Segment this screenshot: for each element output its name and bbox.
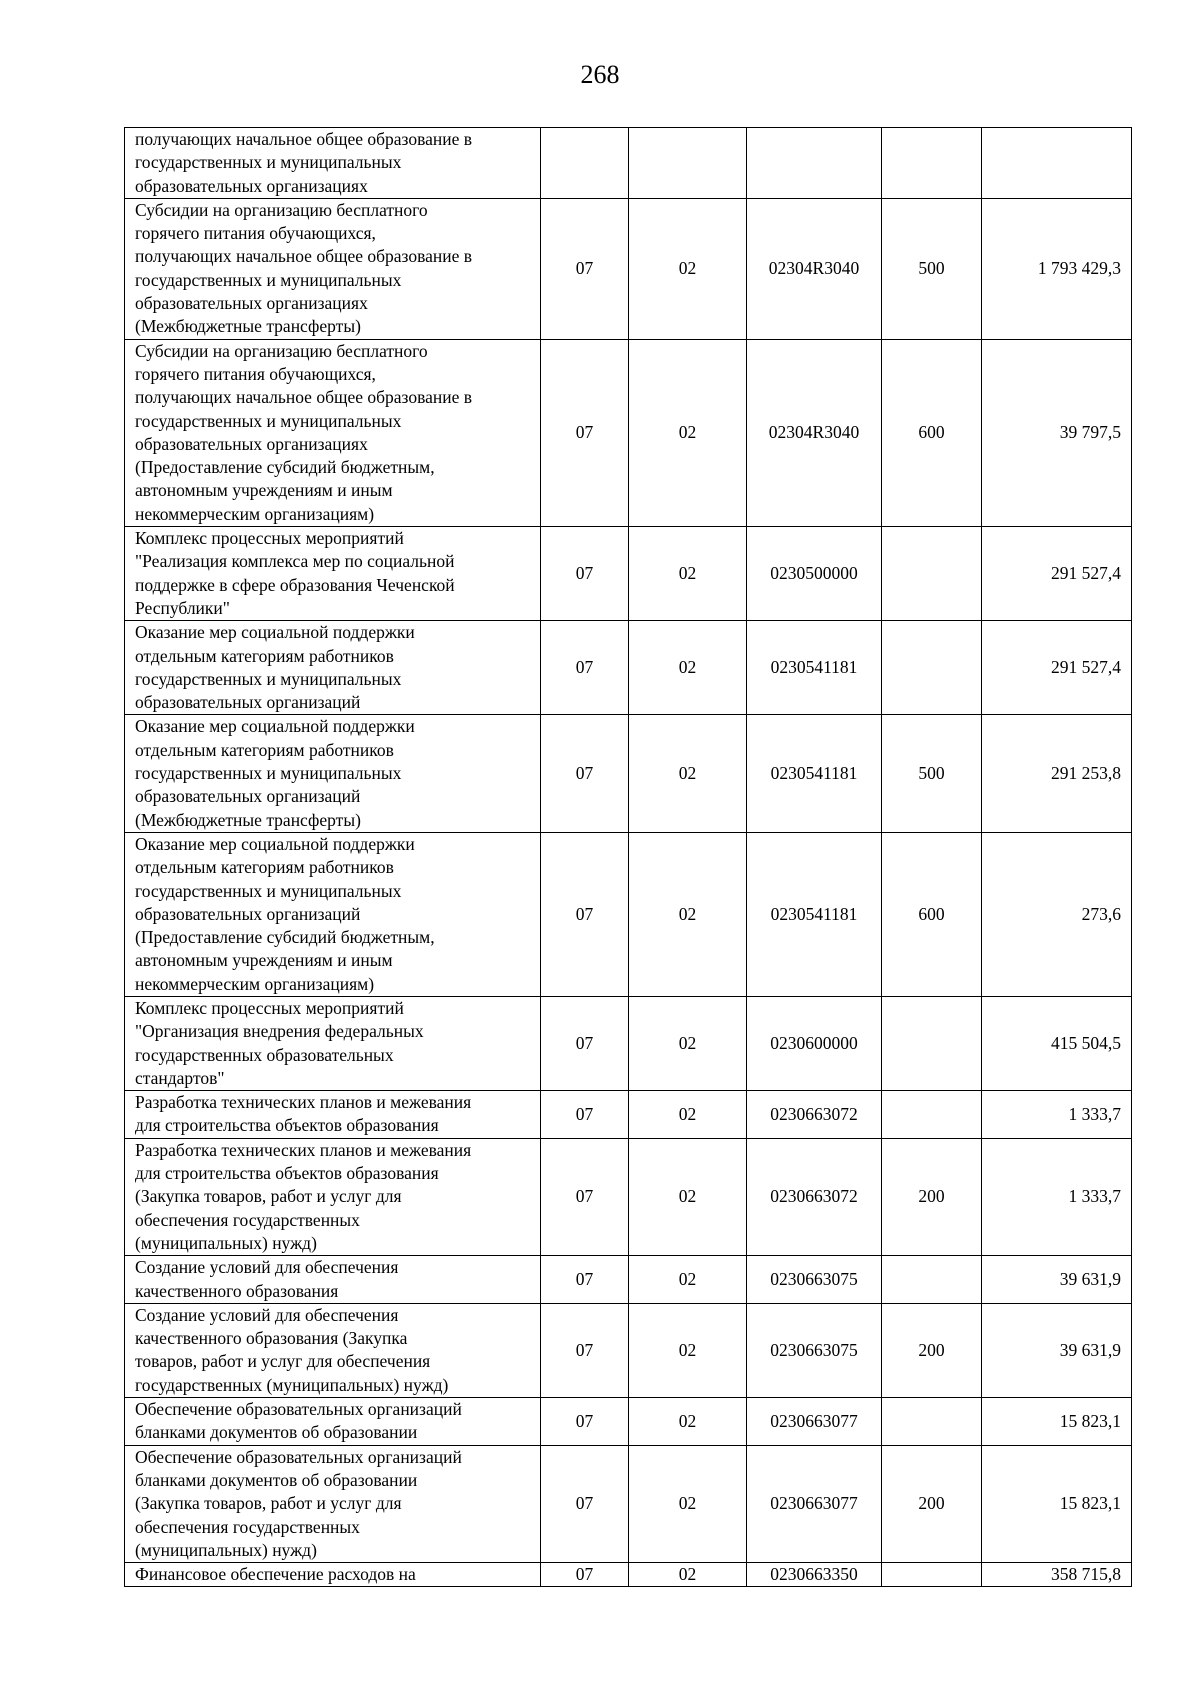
row-name-cell: Комплекс процессных мероприятий "Организация внедрения федеральных государственных образовательных стандартов" <box>125 996 541 1090</box>
table-row <box>125 339 1132 526</box>
row-section-cell: 07 <box>541 527 629 621</box>
row-name-cell: Финансовое обеспечение расходов на <box>125 1563 541 1587</box>
row-target-article-cell: 0230600000 <box>747 996 882 1090</box>
row-section-cell: 07 <box>541 1256 629 1304</box>
row-subsection-cell: 02 <box>629 1138 747 1255</box>
table-row <box>125 832 1132 996</box>
row-amount-cell: 39 631,9 <box>982 1256 1132 1304</box>
row-name-cell: получающих начальное общее образование в государственных и муниципальных образовательных организациях <box>125 128 541 199</box>
row-expense-type-cell <box>882 1563 982 1587</box>
row-section-cell: 07 <box>541 621 629 715</box>
row-target-article-cell <box>747 128 882 199</box>
row-subsection-cell <box>629 128 747 199</box>
row-section-cell: 07 <box>541 198 629 339</box>
budget-table-body <box>125 128 1132 1587</box>
row-amount-cell: 15 823,1 <box>982 1398 1132 1446</box>
row-section-cell: 07 <box>541 996 629 1090</box>
row-subsection-cell: 02 <box>629 621 747 715</box>
table-row <box>125 1091 1132 1139</box>
row-subsection-cell: 02 <box>629 1303 747 1397</box>
row-target-article-cell: 0230500000 <box>747 527 882 621</box>
table-row <box>125 621 1132 715</box>
page-number: 268 <box>580 60 620 89</box>
row-expense-type-cell: 500 <box>882 198 982 339</box>
row-amount-cell <box>982 128 1132 199</box>
row-expense-type-cell: 600 <box>882 832 982 996</box>
table-row <box>125 715 1132 832</box>
row-target-article-cell: 0230541181 <box>747 621 882 715</box>
row-target-article-cell: 0230663077 <box>747 1445 882 1562</box>
row-name-cell: Оказание мер социальной поддержки отдельным категориям работников государственных и муниципальных образовательных организаций (Предоставление субсидий бюджетным, автономным учреждениям и иным некоммерческим организациям) <box>125 832 541 996</box>
row-subsection-cell: 02 <box>629 198 747 339</box>
table-row <box>125 1303 1132 1397</box>
row-subsection-cell: 02 <box>629 1445 747 1562</box>
row-name-cell: Обеспечение образовательных организаций бланками документов об образовании (Закупка товаров, работ и услуг для обеспечения государственных (муниципальных) нужд) <box>125 1445 541 1562</box>
row-section-cell: 07 <box>541 1091 629 1139</box>
row-name-cell: Оказание мер социальной поддержки отдельным категориям работников государственных и муниципальных образовательных организаций (Межбюджетные трансферты) <box>125 715 541 832</box>
row-amount-cell: 39 797,5 <box>982 339 1132 526</box>
table-row <box>125 1256 1132 1304</box>
row-subsection-cell: 02 <box>629 1091 747 1139</box>
row-name-cell: Субсидии на организацию бесплатного горячего питания обучающихся, получающих начальное общее образование в государственных и муниципальных образовательных организациях (Предоставление субсидий бюджетным, автономным учреждениям и иным некоммерческим организациям) <box>125 339 541 526</box>
row-section-cell: 07 <box>541 1398 629 1446</box>
row-expense-type-cell <box>882 1398 982 1446</box>
row-subsection-cell: 02 <box>629 1398 747 1446</box>
row-name-cell: Обеспечение образовательных организаций бланками документов об образовании <box>125 1398 541 1446</box>
row-name-cell: Разработка технических планов и межевания для строительства объектов образования (Закупка товаров, работ и услуг для обеспечения государственных (муниципальных) нужд) <box>125 1138 541 1255</box>
row-target-article-cell: 0230663075 <box>747 1303 882 1397</box>
table-row <box>125 1398 1132 1446</box>
row-expense-type-cell: 600 <box>882 339 982 526</box>
row-section-cell <box>541 128 629 199</box>
row-amount-cell: 291 527,4 <box>982 527 1132 621</box>
row-target-article-cell: 0230541181 <box>747 832 882 996</box>
row-expense-type-cell <box>882 1091 982 1139</box>
row-expense-type-cell <box>882 996 982 1090</box>
row-name-cell: Субсидии на организацию бесплатного горячего питания обучающихся, получающих начальное общее образование в государственных и муниципальных образовательных организациях (Межбюджетные трансферты) <box>125 198 541 339</box>
table-row <box>125 128 1132 199</box>
row-amount-cell: 1 793 429,3 <box>982 198 1132 339</box>
row-expense-type-cell: 500 <box>882 715 982 832</box>
row-section-cell: 07 <box>541 1303 629 1397</box>
row-name-cell: Комплекс процессных мероприятий "Реализация комплекса мер по социальной поддержке в сфере образования Чеченской Республики" <box>125 527 541 621</box>
row-amount-cell: 1 333,7 <box>982 1091 1132 1139</box>
row-amount-cell: 291 527,4 <box>982 621 1132 715</box>
row-amount-cell: 273,6 <box>982 832 1132 996</box>
row-section-cell: 07 <box>541 832 629 996</box>
row-target-article-cell: 02304R3040 <box>747 198 882 339</box>
row-name-cell: Оказание мер социальной поддержки отдельным категориям работников государственных и муниципальных образовательных организаций <box>125 621 541 715</box>
row-target-article-cell: 02304R3040 <box>747 339 882 526</box>
table-row <box>125 527 1132 621</box>
row-subsection-cell: 02 <box>629 832 747 996</box>
row-subsection-cell: 02 <box>629 715 747 832</box>
row-amount-cell: 39 631,9 <box>982 1303 1132 1397</box>
row-section-cell: 07 <box>541 1563 629 1587</box>
row-target-article-cell: 0230663075 <box>747 1256 882 1304</box>
row-target-article-cell: 0230663072 <box>747 1138 882 1255</box>
row-amount-cell: 1 333,7 <box>982 1138 1132 1255</box>
row-amount-cell: 415 504,5 <box>982 996 1132 1090</box>
row-expense-type-cell <box>882 1256 982 1304</box>
row-name-cell: Создание условий для обеспечения качественного образования (Закупка товаров, работ и услуг для обеспечения государственных (муниципальных) нужд) <box>125 1303 541 1397</box>
row-name-cell: Создание условий для обеспечения качественного образования <box>125 1256 541 1304</box>
row-subsection-cell: 02 <box>629 996 747 1090</box>
row-section-cell: 07 <box>541 339 629 526</box>
row-expense-type-cell <box>882 527 982 621</box>
table-row <box>125 1445 1132 1562</box>
row-target-article-cell: 0230663077 <box>747 1398 882 1446</box>
row-subsection-cell: 02 <box>629 527 747 621</box>
row-name-cell: Разработка технических планов и межевания для строительства объектов образования <box>125 1091 541 1139</box>
row-target-article-cell: 0230541181 <box>747 715 882 832</box>
budget-table <box>124 127 1132 1587</box>
row-section-cell: 07 <box>541 715 629 832</box>
row-section-cell: 07 <box>541 1445 629 1562</box>
row-amount-cell: 358 715,8 <box>982 1563 1132 1587</box>
row-subsection-cell: 02 <box>629 339 747 526</box>
table-row <box>125 198 1132 339</box>
row-amount-cell: 15 823,1 <box>982 1445 1132 1562</box>
row-target-article-cell: 0230663350 <box>747 1563 882 1587</box>
row-expense-type-cell: 200 <box>882 1138 982 1255</box>
table-row <box>125 1138 1132 1255</box>
row-expense-type-cell <box>882 621 982 715</box>
table-row <box>125 996 1132 1090</box>
row-expense-type-cell <box>882 128 982 199</box>
table-row <box>125 1563 1132 1587</box>
row-expense-type-cell: 200 <box>882 1303 982 1397</box>
row-amount-cell: 291 253,8 <box>982 715 1132 832</box>
row-subsection-cell: 02 <box>629 1563 747 1587</box>
row-section-cell: 07 <box>541 1138 629 1255</box>
row-subsection-cell: 02 <box>629 1256 747 1304</box>
row-target-article-cell: 0230663072 <box>747 1091 882 1139</box>
row-expense-type-cell: 200 <box>882 1445 982 1562</box>
